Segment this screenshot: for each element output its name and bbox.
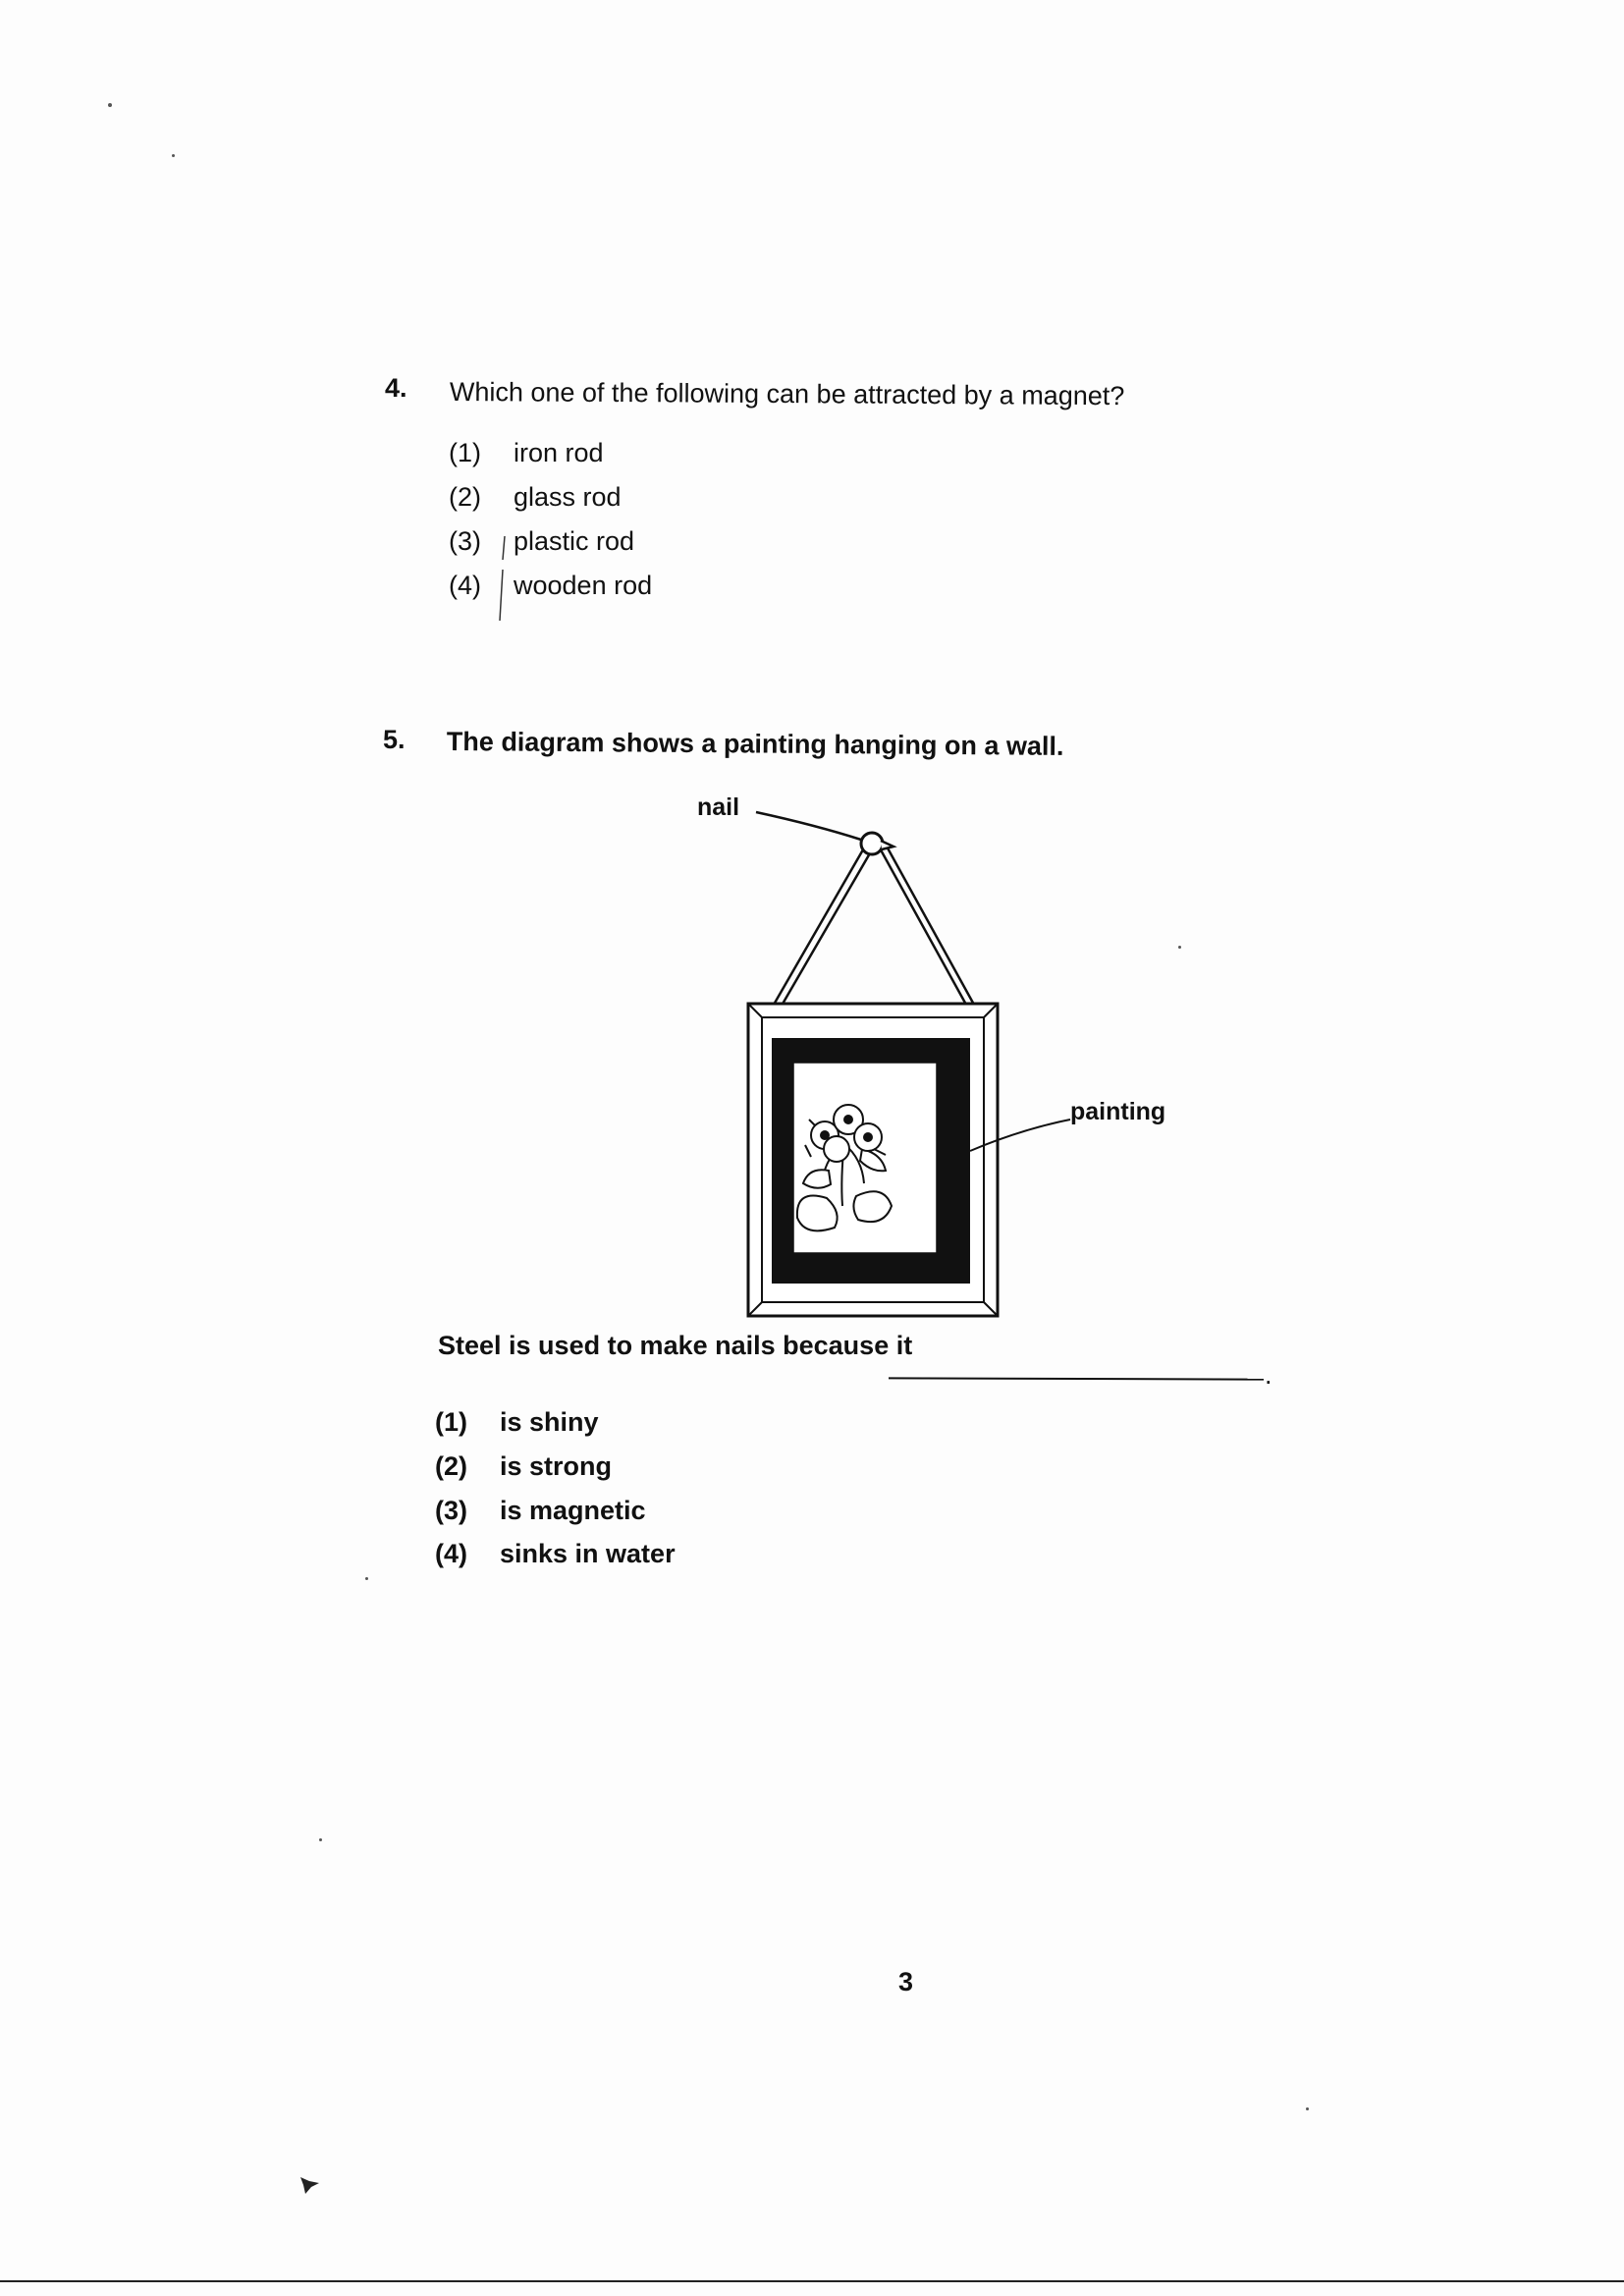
stem-text: Steel is used to make nails because it [438, 1331, 913, 1360]
scan-speck [1178, 946, 1181, 949]
option-number: (1) [449, 438, 481, 467]
stem-end: . [1265, 1360, 1272, 1390]
option-4[interactable] [435, 1539, 676, 1569]
option-2[interactable] [435, 1451, 612, 1482]
nail-label: nail [697, 793, 740, 821]
hanging-string [878, 845, 974, 1005]
option-1[interactable] [449, 438, 604, 468]
question-text: Which one of the following can be attracted by a magnet? [449, 377, 1125, 411]
question-text: The diagram shows a painting hanging on a wall. [446, 727, 1064, 761]
option-number: (1) [435, 1407, 467, 1437]
option-text: is strong [500, 1451, 613, 1481]
question-number: 5. [383, 725, 406, 754]
pencil-mark [491, 530, 511, 629]
option-number: (4) [449, 571, 481, 600]
option-text: glass rod [514, 482, 622, 512]
painting-label: painting [1070, 1098, 1166, 1125]
hanging-string [774, 845, 874, 1006]
option-number: (3) [435, 1496, 467, 1525]
question-number: 4. [385, 373, 407, 403]
option-number: (3) [449, 526, 481, 556]
scan-speck [172, 154, 175, 157]
scan-speck [108, 103, 112, 107]
option-text: plastic rod [514, 526, 635, 556]
option-text: is magnetic [500, 1496, 646, 1525]
page-bottom-line [0, 2280, 1624, 2282]
painting-illustration [727, 795, 1080, 1326]
option-1[interactable] [435, 1407, 599, 1438]
question-stem [438, 1331, 912, 1361]
option-text: wooden rod [514, 571, 653, 600]
scan-mark-icon [298, 2173, 325, 2197]
option-3[interactable] [435, 1496, 646, 1526]
option-2[interactable] [449, 482, 622, 513]
scan-speck [1306, 2107, 1309, 2110]
page-number: 3 [898, 1967, 914, 1996]
option-3[interactable] [449, 526, 634, 557]
option-text: iron rod [514, 438, 604, 467]
option-number: (2) [449, 482, 481, 512]
option-number: (2) [435, 1451, 467, 1481]
scan-speck [319, 1838, 322, 1841]
option-4[interactable] [449, 571, 652, 601]
answer-blank[interactable] [889, 1377, 1264, 1380]
option-number: (4) [435, 1539, 467, 1568]
nail-leader-line [756, 812, 861, 840]
option-text: is shiny [500, 1407, 599, 1437]
option-text: sinks in water [500, 1539, 676, 1568]
scan-speck [365, 1577, 368, 1580]
nail-icon [861, 833, 883, 854]
